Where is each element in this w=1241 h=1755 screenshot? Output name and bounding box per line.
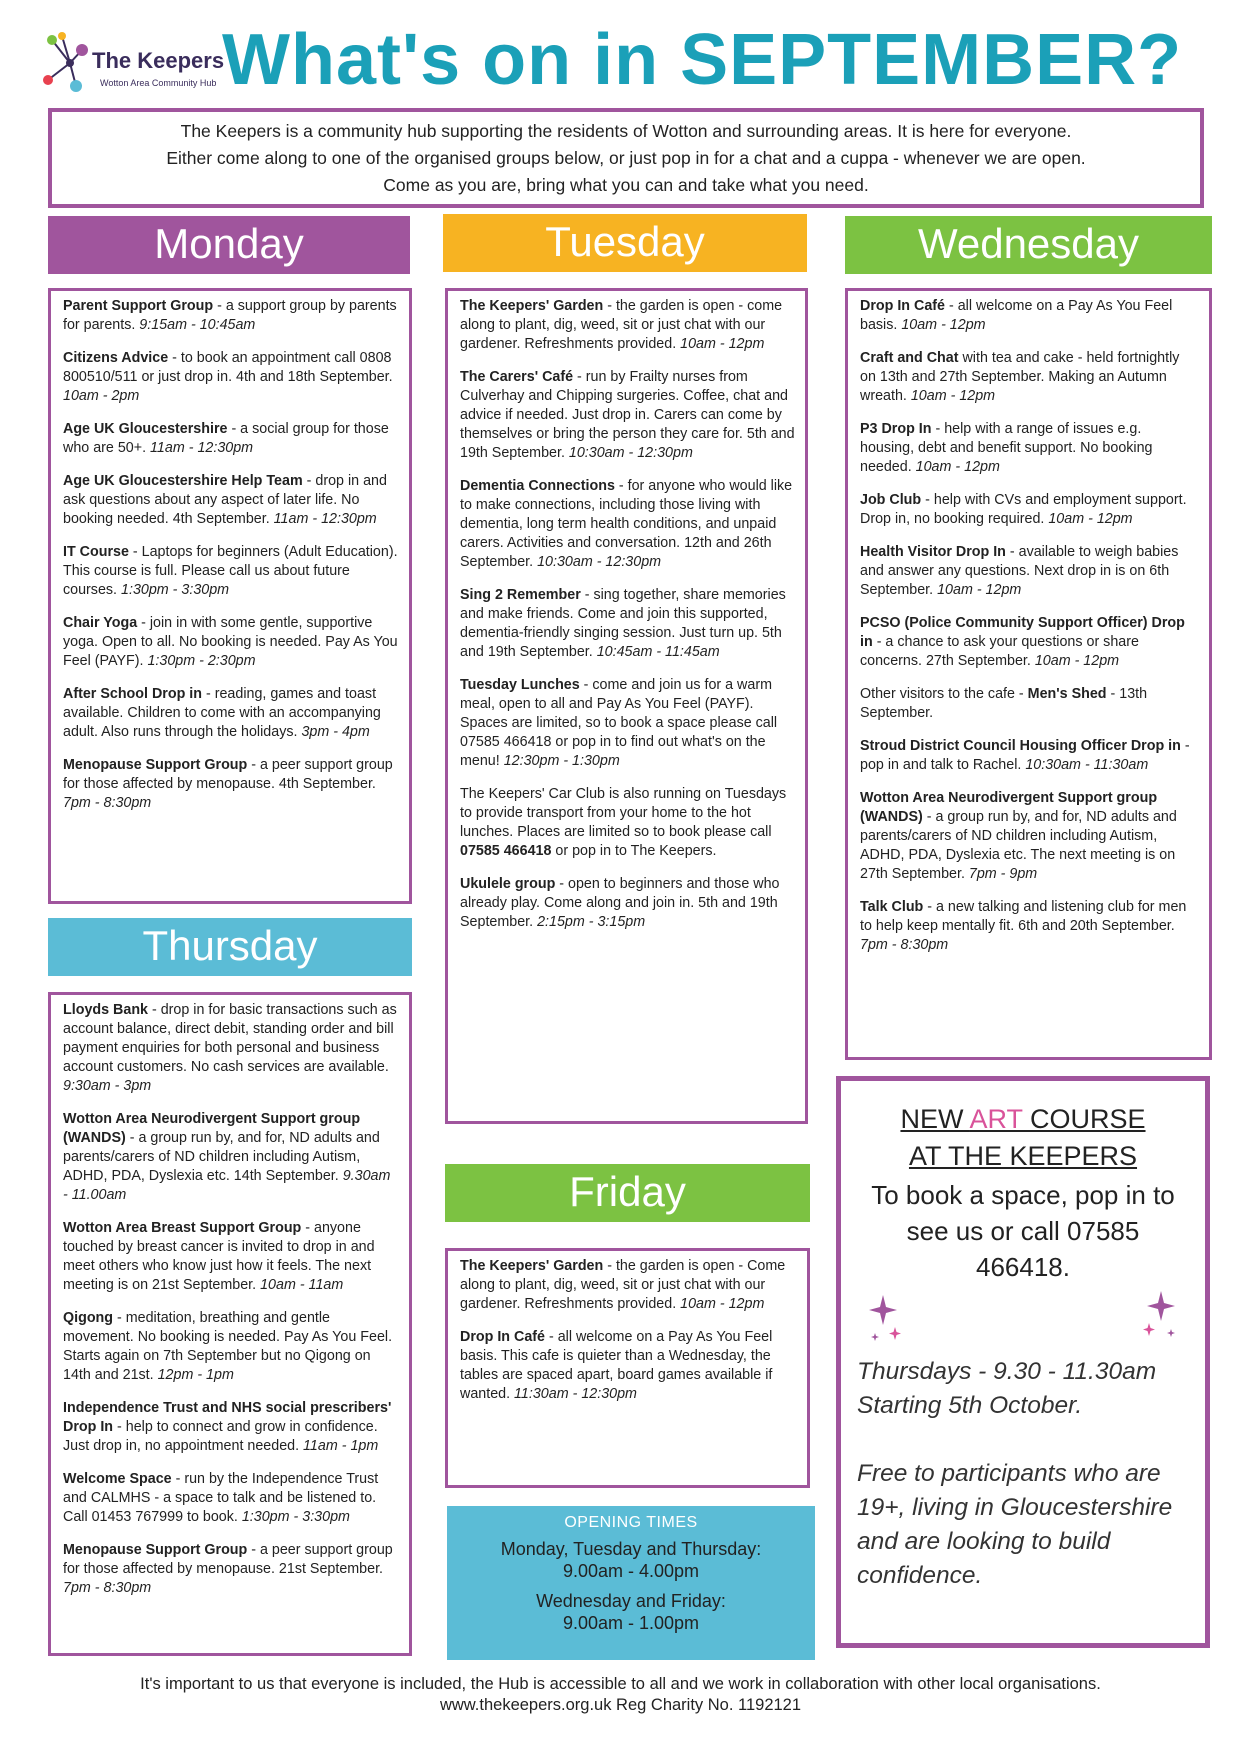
entry-highlight: Men's Shed: [1027, 686, 1107, 702]
entry-description: - the garden is open - come along to plant, dig, weed, sit or just chat with our gardener. Refreshments provided.: [460, 298, 783, 352]
entry-description: - a support group by parents for parents.: [63, 298, 397, 333]
entry-title: Age UK Gloucestershire Help Team: [63, 473, 303, 489]
entry-title: IT Course: [63, 544, 129, 560]
entry-description: - a group run by, and for, ND adults and parents/carers of ND children including Autism, ADHD, PDA, Dyslexia etc. The next meeting is on 27th September.: [860, 809, 1177, 882]
entry-description: - sing together, share memories and make friends. Come and join this supported, dementia-friendly singing session. Just turn up. 5th and 19th September.: [460, 587, 786, 660]
entry-time: 7pm - 8:30pm: [63, 1580, 152, 1596]
wednesday-entry: [860, 789, 1199, 884]
tuesday-entry: [460, 477, 795, 572]
monday-entry: [63, 420, 399, 458]
entry-time: 12pm - 1pm: [157, 1367, 234, 1383]
entry-time: 1:30pm - 2:30pm: [147, 653, 256, 669]
entry-description: - join in with some gentle, supportive yoga. Open to all. No booking is needed. Pay As You Feel (PAYF).: [63, 615, 398, 669]
tuesday-entry: [460, 785, 795, 861]
entry-description: - a peer support group for those affected by menopause. 4th September.: [63, 757, 393, 792]
thursday-header: Thursday: [48, 918, 412, 976]
entry-time: 2:15pm - 3:15pm: [537, 914, 646, 930]
art-heading-2: AT THE KEEPERS: [908, 1141, 1138, 1171]
entry-description: - drop in and ask questions about any aspect of later life. No booking needed. 4th September.: [63, 473, 387, 527]
friday-box: [445, 1248, 810, 1488]
entry-title: Job Club: [860, 492, 922, 508]
sparkle-row: [857, 1285, 1189, 1355]
entry-description: - help with a range of issues e.g. housing, debt and benefit support. No booking needed.: [860, 421, 1153, 475]
art-heading-pre: NEW: [900, 1104, 970, 1134]
thursday-entry: [63, 1470, 399, 1527]
entry-description: - a group run by, and for, ND adults and parents/carers of ND children including Autism, ADHD, PDA, Dyslexia etc. 14th September.: [63, 1130, 380, 1184]
entry-description: - for anyone who would like to make connections, including those living with dementia, long term health conditions, and unpaid carers. Activities and conversation. 12th and 26th September.: [460, 478, 793, 570]
entry-time: 10am - 2pm: [63, 388, 140, 404]
entry-title: After School Drop in: [63, 686, 202, 702]
entry-time: 10am - 12pm: [901, 317, 986, 333]
opening-line-2: 9.00am - 4.00pm: [562, 1561, 700, 1581]
footer-inclusion-text: It's important to us that everyone is included, the Hub is accessible to all and we work in collaboration with other local organisations.: [140, 1675, 1101, 1693]
entry-time: 1:30pm - 3:30pm: [121, 582, 230, 598]
wednesday-entry: [860, 737, 1199, 775]
entry-description: - a chance to ask your questions or share concerns. 27th September.: [860, 634, 1139, 669]
monday-entry: [63, 756, 399, 813]
entry-time: 9.30am - 11.00am: [63, 1168, 391, 1203]
entry-time: 10am - 12pm: [1048, 511, 1133, 527]
entry-title: Qigong: [63, 1310, 114, 1326]
entry-title: Chair Yoga: [63, 615, 138, 631]
intro-line-1: The Keepers is a community hub supporting the residents of Wotton and surrounding areas. It is here for everyone.: [180, 121, 1072, 141]
entry-time: 10am - 12pm: [915, 459, 1000, 475]
intro-line-3: Come as you are, bring what you can and take what you need.: [383, 175, 869, 195]
entry-time: 10am - 12pm: [937, 582, 1022, 598]
art-heading-1: [857, 1101, 1189, 1138]
friday-header: Friday: [445, 1164, 810, 1222]
entry-description: - Laptops for beginners (Adult Education). This course is full. Please call us about future courses.: [63, 544, 398, 598]
entry-description: - come and join us for a warm meal, open to all and Pay As You Feel (PAYF). Spaces are limited, so to book a space please call 07585 466418 or pop in to find out what's on the menu!: [460, 677, 778, 769]
sparkle-icon: [1141, 1289, 1181, 1345]
wednesday-entry: [860, 491, 1199, 529]
entry-time: 10:30am - 12:30pm: [537, 554, 662, 570]
thursday-entry: [63, 1219, 399, 1295]
wednesday-entry: [860, 349, 1199, 406]
monday-entry: [63, 349, 399, 406]
entry-title: The Keepers' Garden: [460, 298, 604, 314]
entry-time: 12:30pm - 1:30pm: [503, 753, 620, 769]
entry-title: Wotton Area Neurodivergent Support group (WANDS): [63, 1111, 361, 1146]
friday-entry: [460, 1328, 797, 1404]
footer: [0, 1674, 1241, 1716]
thursday-entry: [63, 1541, 399, 1598]
entry-description: The Keepers' Car Club is also running on Tuesdays to provide transport from your home to the hot lunches. Places are limited so to book please call: [460, 786, 787, 840]
wednesday-box: [845, 288, 1212, 1060]
entry-title: Tuesday Lunches: [460, 677, 580, 693]
logo-mark-icon: [40, 28, 100, 98]
entry-title: Wotton Area Neurodivergent Support group (WANDS): [860, 790, 1158, 825]
monday-entry: [63, 297, 399, 335]
entry-description: - all welcome on a Pay As You Feel basis.: [860, 298, 1173, 333]
entry-title: Welcome Space: [63, 1471, 172, 1487]
monday-entry: [63, 543, 399, 600]
wednesday-entry: [860, 685, 1199, 723]
entry-time: 10am - 12pm: [1034, 653, 1120, 669]
entry-time: 10am - 12pm: [910, 388, 996, 404]
monday-entry: [63, 685, 399, 742]
entry-title: Lloyds Bank: [63, 1002, 149, 1018]
wednesday-entry: [860, 898, 1199, 955]
entry-title: Citizens Advice: [63, 350, 169, 366]
entry-description: - open to beginners and those who already play. Come along and join in. 5th and 19th September.: [460, 876, 780, 930]
sparkle-icon: [867, 1293, 907, 1349]
art-eligibility-text: Free to participants who are 19+, living in Gloucestershire and are looking to build confidence.: [857, 1460, 1173, 1589]
tuesday-header: Tuesday: [443, 214, 807, 272]
entry-description: - pop in and talk to Rachel.: [860, 738, 1190, 773]
wednesday-entry: [860, 543, 1199, 600]
wednesday-entry: [860, 297, 1199, 335]
logo: [40, 20, 230, 100]
thursday-box: [48, 992, 412, 1656]
opening-times-heading: OPENING TIMES: [564, 1514, 698, 1531]
art-schedule-line-1: Thursdays - 9.30 - 11.30am: [857, 1358, 1157, 1385]
entry-time: 1:30pm - 3:30pm: [241, 1509, 350, 1525]
entry-title: Health Visitor Drop In: [860, 544, 1006, 560]
tuesday-box: [445, 288, 808, 1124]
entry-time: 7pm - 9pm: [968, 866, 1038, 882]
entry-description: - help with CVs and employment support. Drop in, no booking required.: [860, 492, 1187, 527]
entry-title: Parent Support Group: [63, 298, 214, 314]
entry-description: - all welcome on a Pay As You Feel basis. This cafe is quieter than a Wednesday, the tables are spaced apart, board games available if wanted.: [460, 1329, 773, 1402]
entry-title: Sing 2 Remember: [460, 587, 581, 603]
entry-title: The Keepers' Garden: [460, 1258, 604, 1274]
tuesday-entry: [460, 297, 795, 354]
wednesday-entry: [860, 420, 1199, 477]
entry-description: Other visitors to the cafe -: [860, 686, 1028, 702]
logo-subtitle: Wotton Area Community Hub: [100, 78, 217, 88]
entry-title: Drop In Café: [460, 1329, 545, 1345]
entry-description: - to book an appointment call 0808 800510/511 or just drop in. 4th and 18th September.: [63, 350, 393, 385]
entry-description: - a new talking and listening club for men to help keep mentally fit. 6th and 20th September.: [860, 899, 1187, 934]
wednesday-entry: [860, 614, 1199, 671]
entry-title: Stroud District Council Housing Officer Drop in: [860, 738, 1181, 754]
entry-description: - help to connect and grow in confidence. Just drop in, no appointment needed.: [63, 1419, 378, 1454]
tuesday-entry: [460, 875, 795, 932]
tuesday-entry: [460, 586, 795, 662]
entry-description: - meditation, breathing and gentle movement. No booking is needed. Pay As You Feel. Starts again on 7th September but no Qigong on 14th and 21st.: [63, 1310, 393, 1383]
entry-description-end: or pop in to The Keepers.: [551, 843, 717, 859]
entry-title: Craft and Chat: [860, 350, 959, 366]
art-booking-text: To book a space, pop in to see us or call 07585 466418.: [871, 1180, 1175, 1282]
opening-times-panel: [447, 1506, 815, 1660]
thursday-entry: [63, 1110, 399, 1205]
tuesday-entry: [460, 368, 795, 463]
entry-time: 3pm - 4pm: [301, 724, 370, 740]
opening-line-1: Monday, Tuesday and Thursday:: [500, 1539, 762, 1559]
entry-time: 10:30am - 11:30am: [1025, 757, 1149, 773]
entry-description-end: - 13th September.: [860, 686, 1148, 721]
entry-highlight: 07585 466418: [460, 843, 552, 859]
entry-title: Ukulele group: [460, 876, 556, 892]
art-course-panel: [836, 1076, 1210, 1648]
opening-line-4: 9.00am - 1.00pm: [562, 1613, 700, 1633]
entry-description: - a peer support group for those affected by menopause. 21st September.: [63, 1542, 393, 1577]
intro-line-2: Either come along to one of the organised groups below, or just pop in for a chat and a cuppa - whenever we are open.: [166, 148, 1086, 168]
entry-description: - run by Frailty nurses from Culverhay and Chipping surgeries. Coffee, chat and advice if needed. Just drop in. Carers can come by themselves or bring the person they care for. 5th and 19th September.: [460, 369, 795, 461]
entry-description: - available to weigh babies and answer any questions. Next drop in is on 6th September.: [860, 544, 1179, 598]
entry-title: Age UK Gloucestershire: [63, 421, 228, 437]
entry-description: - reading, games and toast available. Children to come with an accompanying adult. Also runs through the holidays.: [63, 686, 381, 740]
monday-box: [48, 288, 412, 904]
entry-title: Independence Trust and NHS social prescribers' Drop In: [63, 1400, 392, 1435]
entry-time: 9:15am - 10:45am: [139, 317, 256, 333]
tuesday-entry: [460, 676, 795, 771]
thursday-entry: [63, 1399, 399, 1456]
entry-title: The Carers' Café: [460, 369, 574, 385]
entry-title: Wotton Area Breast Support Group: [63, 1220, 302, 1236]
intro-box: [48, 108, 1204, 208]
wednesday-header: Wednesday: [845, 216, 1212, 274]
entry-time: 7pm - 8:30pm: [63, 795, 152, 811]
logo-name: The Keepers: [92, 48, 225, 73]
thursday-entry: [63, 1001, 399, 1096]
entry-description: - run by the Independence Trust and CALMHS - a space to talk and be listened to. Call 01453 767999 to book.: [63, 1471, 379, 1525]
entry-time: 10am - 12pm: [680, 336, 765, 352]
entry-time: 11am - 12:30pm: [273, 511, 377, 527]
page-title: What's on in SEPTEMBER?: [222, 20, 1183, 100]
entry-time: 10:45am - 11:45am: [596, 644, 720, 660]
entry-title: PCSO (Police Community Support Officer) Drop in: [860, 615, 1185, 650]
entry-title: Menopause Support Group: [63, 1542, 248, 1558]
entry-title: Menopause Support Group: [63, 757, 248, 773]
entry-description: - drop in for basic transactions such as account balance, direct debit, standing order and bill payment enquiries for both personal and business account customers. No cash services are available.: [63, 1002, 397, 1075]
friday-entry: [460, 1257, 797, 1314]
entry-time: 10am - 11am: [260, 1277, 344, 1293]
footer-website-charity: www.thekeepers.org.uk Reg Charity No. 1192121: [439, 1696, 802, 1714]
monday-entry: [63, 472, 399, 529]
entry-title: Dementia Connections: [460, 478, 615, 494]
monday-header: Monday: [48, 216, 410, 274]
entry-time: 7pm - 8:30pm: [860, 937, 949, 953]
entry-description: - anyone touched by breast cancer is invited to drop in and meet others who know just how it feels. The next meeting is on 21st September.: [63, 1220, 375, 1293]
entry-description: with tea and cake - held fortnightly on 13th and 27th September. Making an Autumn wreath.: [860, 350, 1180, 404]
entry-time: 10:30am - 12:30pm: [568, 445, 693, 461]
art-heading-highlight: ART: [969, 1104, 1023, 1134]
entry-title: Drop In Café: [860, 298, 945, 314]
entry-description: - the garden is open - Come along to plant, dig, weed, sit or just chat with our gardener. Refreshments provided.: [460, 1258, 786, 1312]
entry-title: P3 Drop In: [860, 421, 932, 437]
entry-time: 11am - 12:30pm: [150, 440, 254, 456]
entry-title: Talk Club: [860, 899, 924, 915]
opening-line-3: Wednesday and Friday:: [536, 1591, 726, 1611]
thursday-entry: [63, 1309, 399, 1385]
art-schedule-line-2: Starting 5th October.: [857, 1392, 1083, 1419]
entry-description: - a social group for those who are 50+.: [63, 421, 389, 456]
entry-time: 10am - 12pm: [680, 1296, 765, 1312]
monday-entry: [63, 614, 399, 671]
entry-time: 11am - 1pm: [303, 1438, 379, 1454]
entry-time: 11:30am - 12:30pm: [514, 1386, 637, 1402]
art-heading-post: COURSE: [1022, 1104, 1146, 1134]
entry-time: 9:30am - 3pm: [63, 1078, 152, 1094]
